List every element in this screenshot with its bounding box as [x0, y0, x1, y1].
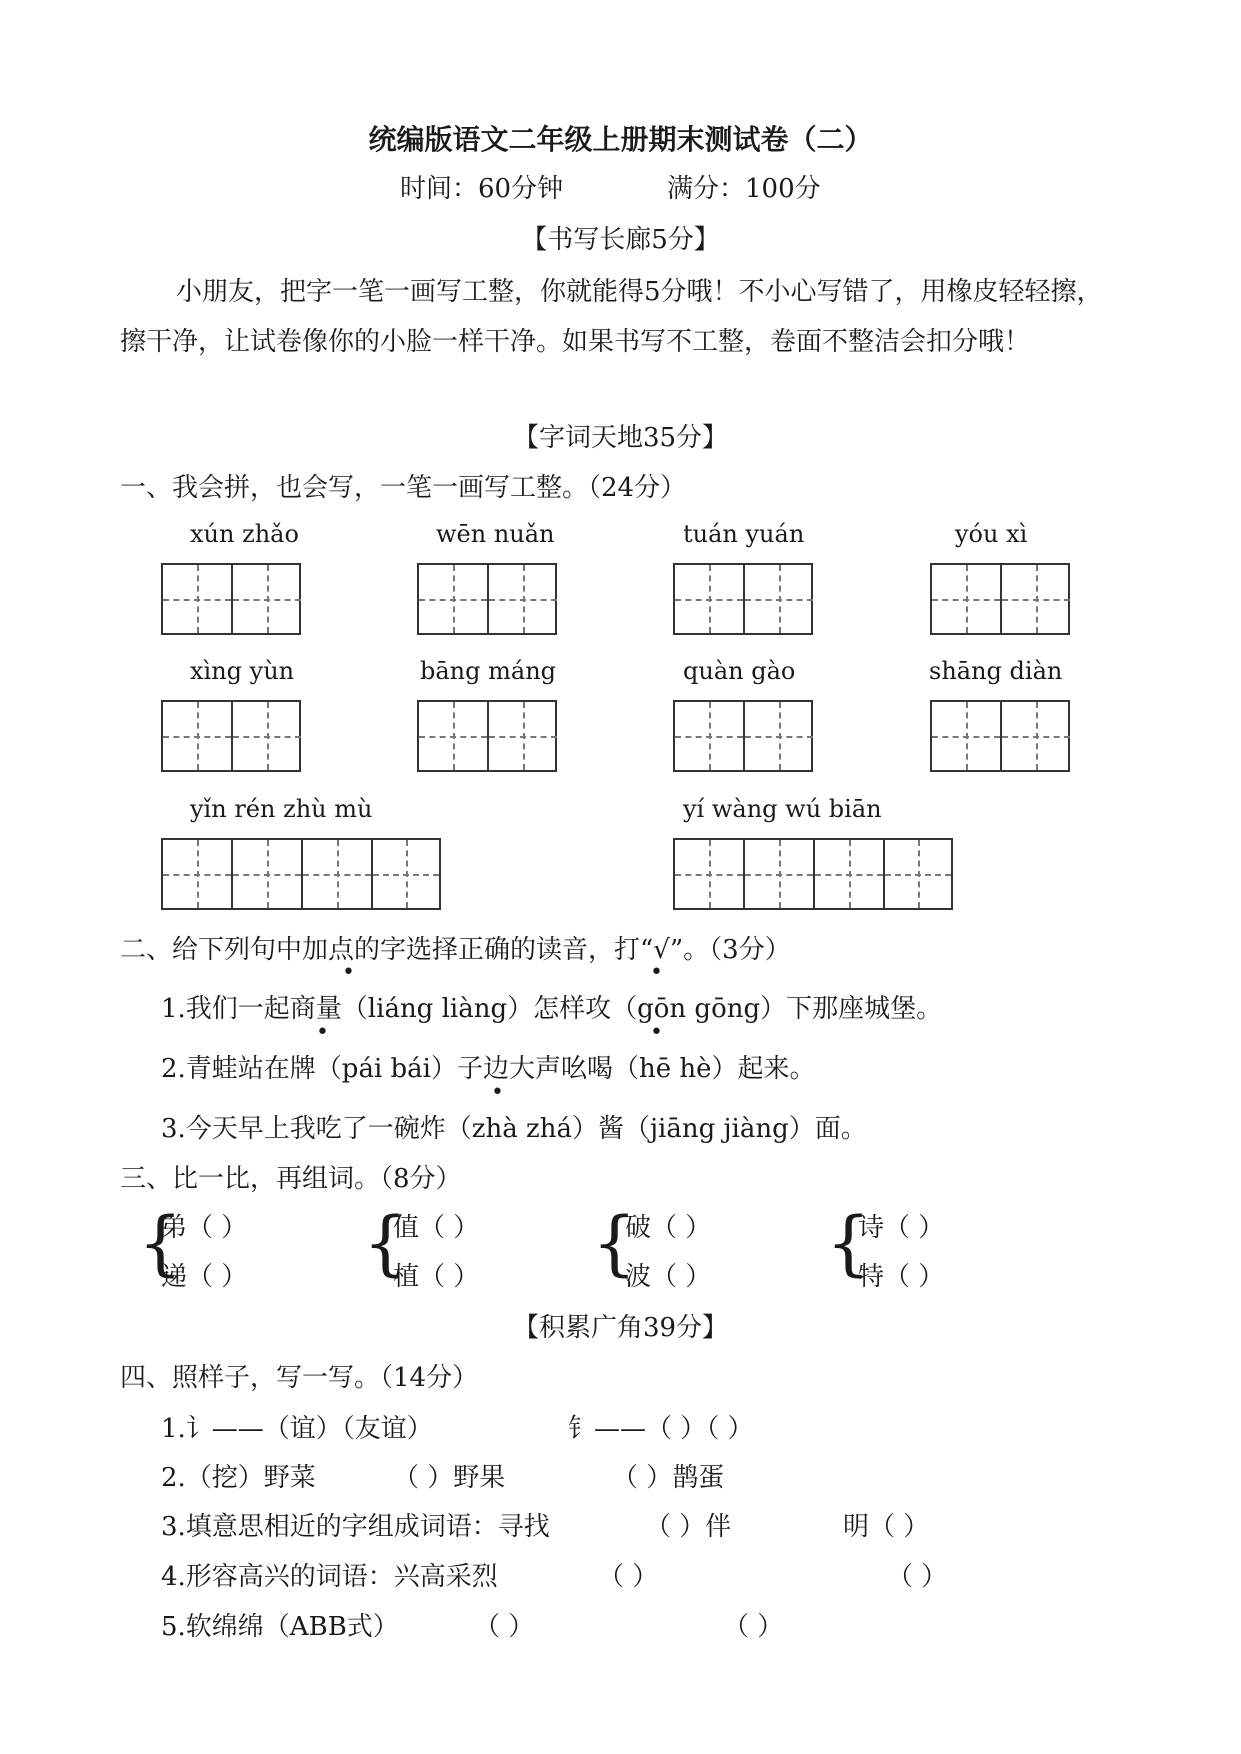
brace-icon: {	[138, 1202, 183, 1284]
pinyin-label: quàn gào	[683, 657, 796, 685]
section-header-accumulation: 【积累广角39分】	[512, 1313, 729, 1343]
writing-grid[interactable]	[417, 700, 557, 772]
writing-grid[interactable]	[161, 563, 301, 635]
q3-heading: 三、比一比，再组词。（8分）	[120, 1164, 462, 1194]
q4-line-2-example: 2.（挖）野菜	[161, 1463, 316, 1493]
emphasis-dot: •	[316, 1020, 329, 1045]
q4-line-3-blank-1[interactable]: （ ）伴	[645, 1512, 732, 1542]
grid-cell[interactable]	[675, 840, 745, 908]
grid-cell[interactable]	[885, 840, 951, 908]
writing-grid[interactable]	[673, 563, 813, 635]
q4-heading: 四、照样子，写一写。（14分）	[120, 1363, 479, 1393]
pinyin-label: yí wàng wú biān	[683, 795, 882, 823]
pinyin-label: xún zhǎo	[190, 520, 299, 548]
page-title: 统编版语文二年级上册期末测试卷（二）	[368, 123, 873, 156]
pinyin-label: yǐn rén zhù mù	[190, 795, 373, 823]
q4-line-4-blank-2[interactable]: （ ）	[887, 1562, 948, 1592]
q4-line-2-blank-2[interactable]: （ ）鹊蛋	[612, 1463, 725, 1493]
grid-cell[interactable]	[233, 565, 301, 633]
grid-cell[interactable]	[932, 565, 1002, 633]
q4-line-3-blank-2[interactable]: 明（ ）	[843, 1512, 930, 1542]
writing-grid[interactable]	[417, 563, 557, 635]
q4-line-4-prompt: 4.形容高兴的词语：兴高采烈	[161, 1562, 498, 1592]
grid-cell[interactable]	[745, 840, 815, 908]
emphasis-dot: •	[342, 960, 355, 985]
q2-sentence-1: 1.我们一起商量（liáng liàng）怎样攻（gōn gōng）下那座城堡。	[161, 994, 943, 1024]
emphasis-dot: •	[650, 960, 663, 985]
pinyin-label: yóu xì	[955, 520, 1028, 548]
pinyin-label: xìng yùn	[190, 657, 295, 685]
pinyin-label: wēn nuǎn	[436, 520, 555, 548]
brace-icon: {	[592, 1202, 637, 1284]
grid-cell[interactable]	[163, 565, 233, 633]
grid-cell[interactable]	[932, 702, 1002, 770]
writing-grid[interactable]	[161, 700, 301, 772]
compare-word[interactable]: 波（ ）	[625, 1262, 712, 1292]
q4-line-5-prompt: 5.软绵绵（ABB式）	[161, 1612, 399, 1642]
grid-cell[interactable]	[233, 702, 301, 770]
q4-line-1-blank[interactable]: 钅——（ ）（ ）	[568, 1414, 754, 1444]
emphasis-dot: •	[491, 1080, 504, 1105]
grid-cell[interactable]	[419, 565, 489, 633]
grid-cell[interactable]	[233, 840, 303, 908]
grid-cell[interactable]	[1002, 702, 1070, 770]
q4-line-2-blank-1[interactable]: （ ）野果	[393, 1463, 506, 1493]
grid-cell[interactable]	[745, 565, 813, 633]
compare-word[interactable]: 破（ ）	[625, 1213, 712, 1243]
grid-cell[interactable]	[303, 840, 373, 908]
writing-grid[interactable]	[930, 700, 1070, 772]
q4-line-1-example: 1.讠——（谊）（友谊）	[161, 1414, 433, 1444]
writing-grid[interactable]	[673, 700, 813, 772]
grid-cell[interactable]	[1002, 565, 1070, 633]
grid-cell[interactable]	[815, 840, 885, 908]
grid-cell[interactable]	[675, 702, 745, 770]
time-limit: 时间：60分钟	[400, 174, 564, 204]
compare-word[interactable]: 弟（ ）	[161, 1213, 248, 1243]
compare-word[interactable]: 诗（ ）	[858, 1213, 945, 1243]
grid-cell[interactable]	[745, 702, 813, 770]
writing-grid[interactable]	[673, 838, 953, 910]
section-header-words: 【字词天地35分】	[512, 423, 729, 453]
grid-cell[interactable]	[163, 702, 233, 770]
q2-heading: 二、给下列句中加点的字选择正确的读音，打“√”。（3分）	[120, 935, 791, 965]
q4-line-3-prompt: 3.填意思相近的字组成词语：寻找	[161, 1512, 550, 1542]
grid-cell[interactable]	[675, 565, 745, 633]
compare-word[interactable]: 特（ ）	[858, 1262, 945, 1292]
writing-grid[interactable]	[930, 563, 1070, 635]
writing-grid[interactable]	[161, 838, 441, 910]
pinyin-label: tuán yuán	[683, 520, 805, 548]
compare-word[interactable]: 植（ ）	[393, 1262, 480, 1292]
pinyin-label: bāng máng	[420, 657, 557, 685]
grid-cell[interactable]	[419, 702, 489, 770]
writing-instructions: 小朋友，把字一笔一画写工整，你就能得5分哦！不小心写错了，用橡皮轻轻擦，擦干净，让试卷像你的小脸一样干净。如果书写不工整，卷面不整洁会扣分哦！	[120, 277, 1103, 357]
compare-word[interactable]: 值（ ）	[393, 1213, 480, 1243]
grid-cell[interactable]	[489, 702, 557, 770]
brace-icon: {	[363, 1202, 408, 1284]
compare-word[interactable]: 递（ ）	[161, 1262, 248, 1292]
q2-sentence-3: 3.今天早上我吃了一碗炸（zhà zhá）酱（jiāng jiàng）面。	[161, 1114, 867, 1144]
q2-sentence-2: 2.青蛙站在牌（pái bái）子边大声吆喝（hē hè）起来。	[161, 1054, 816, 1084]
q4-line-5-blank-2[interactable]: （ ）	[723, 1612, 784, 1642]
grid-cell[interactable]	[163, 840, 233, 908]
grid-cell[interactable]	[373, 840, 439, 908]
q4-line-4-blank-1[interactable]: （ ）	[598, 1562, 659, 1592]
grid-cell[interactable]	[489, 565, 557, 633]
q1-heading: 一、我会拼，也会写，一笔一画写工整。（24分）	[120, 473, 687, 503]
brace-icon: {	[826, 1202, 871, 1284]
q4-line-5-blank-1[interactable]: （ ）	[474, 1612, 535, 1642]
pinyin-label: shāng diàn	[929, 657, 1063, 685]
section-header-writing: 【书写长廊5分】	[521, 225, 720, 255]
emphasis-dot: •	[650, 1020, 663, 1045]
full-score: 满分：100分	[667, 174, 821, 204]
